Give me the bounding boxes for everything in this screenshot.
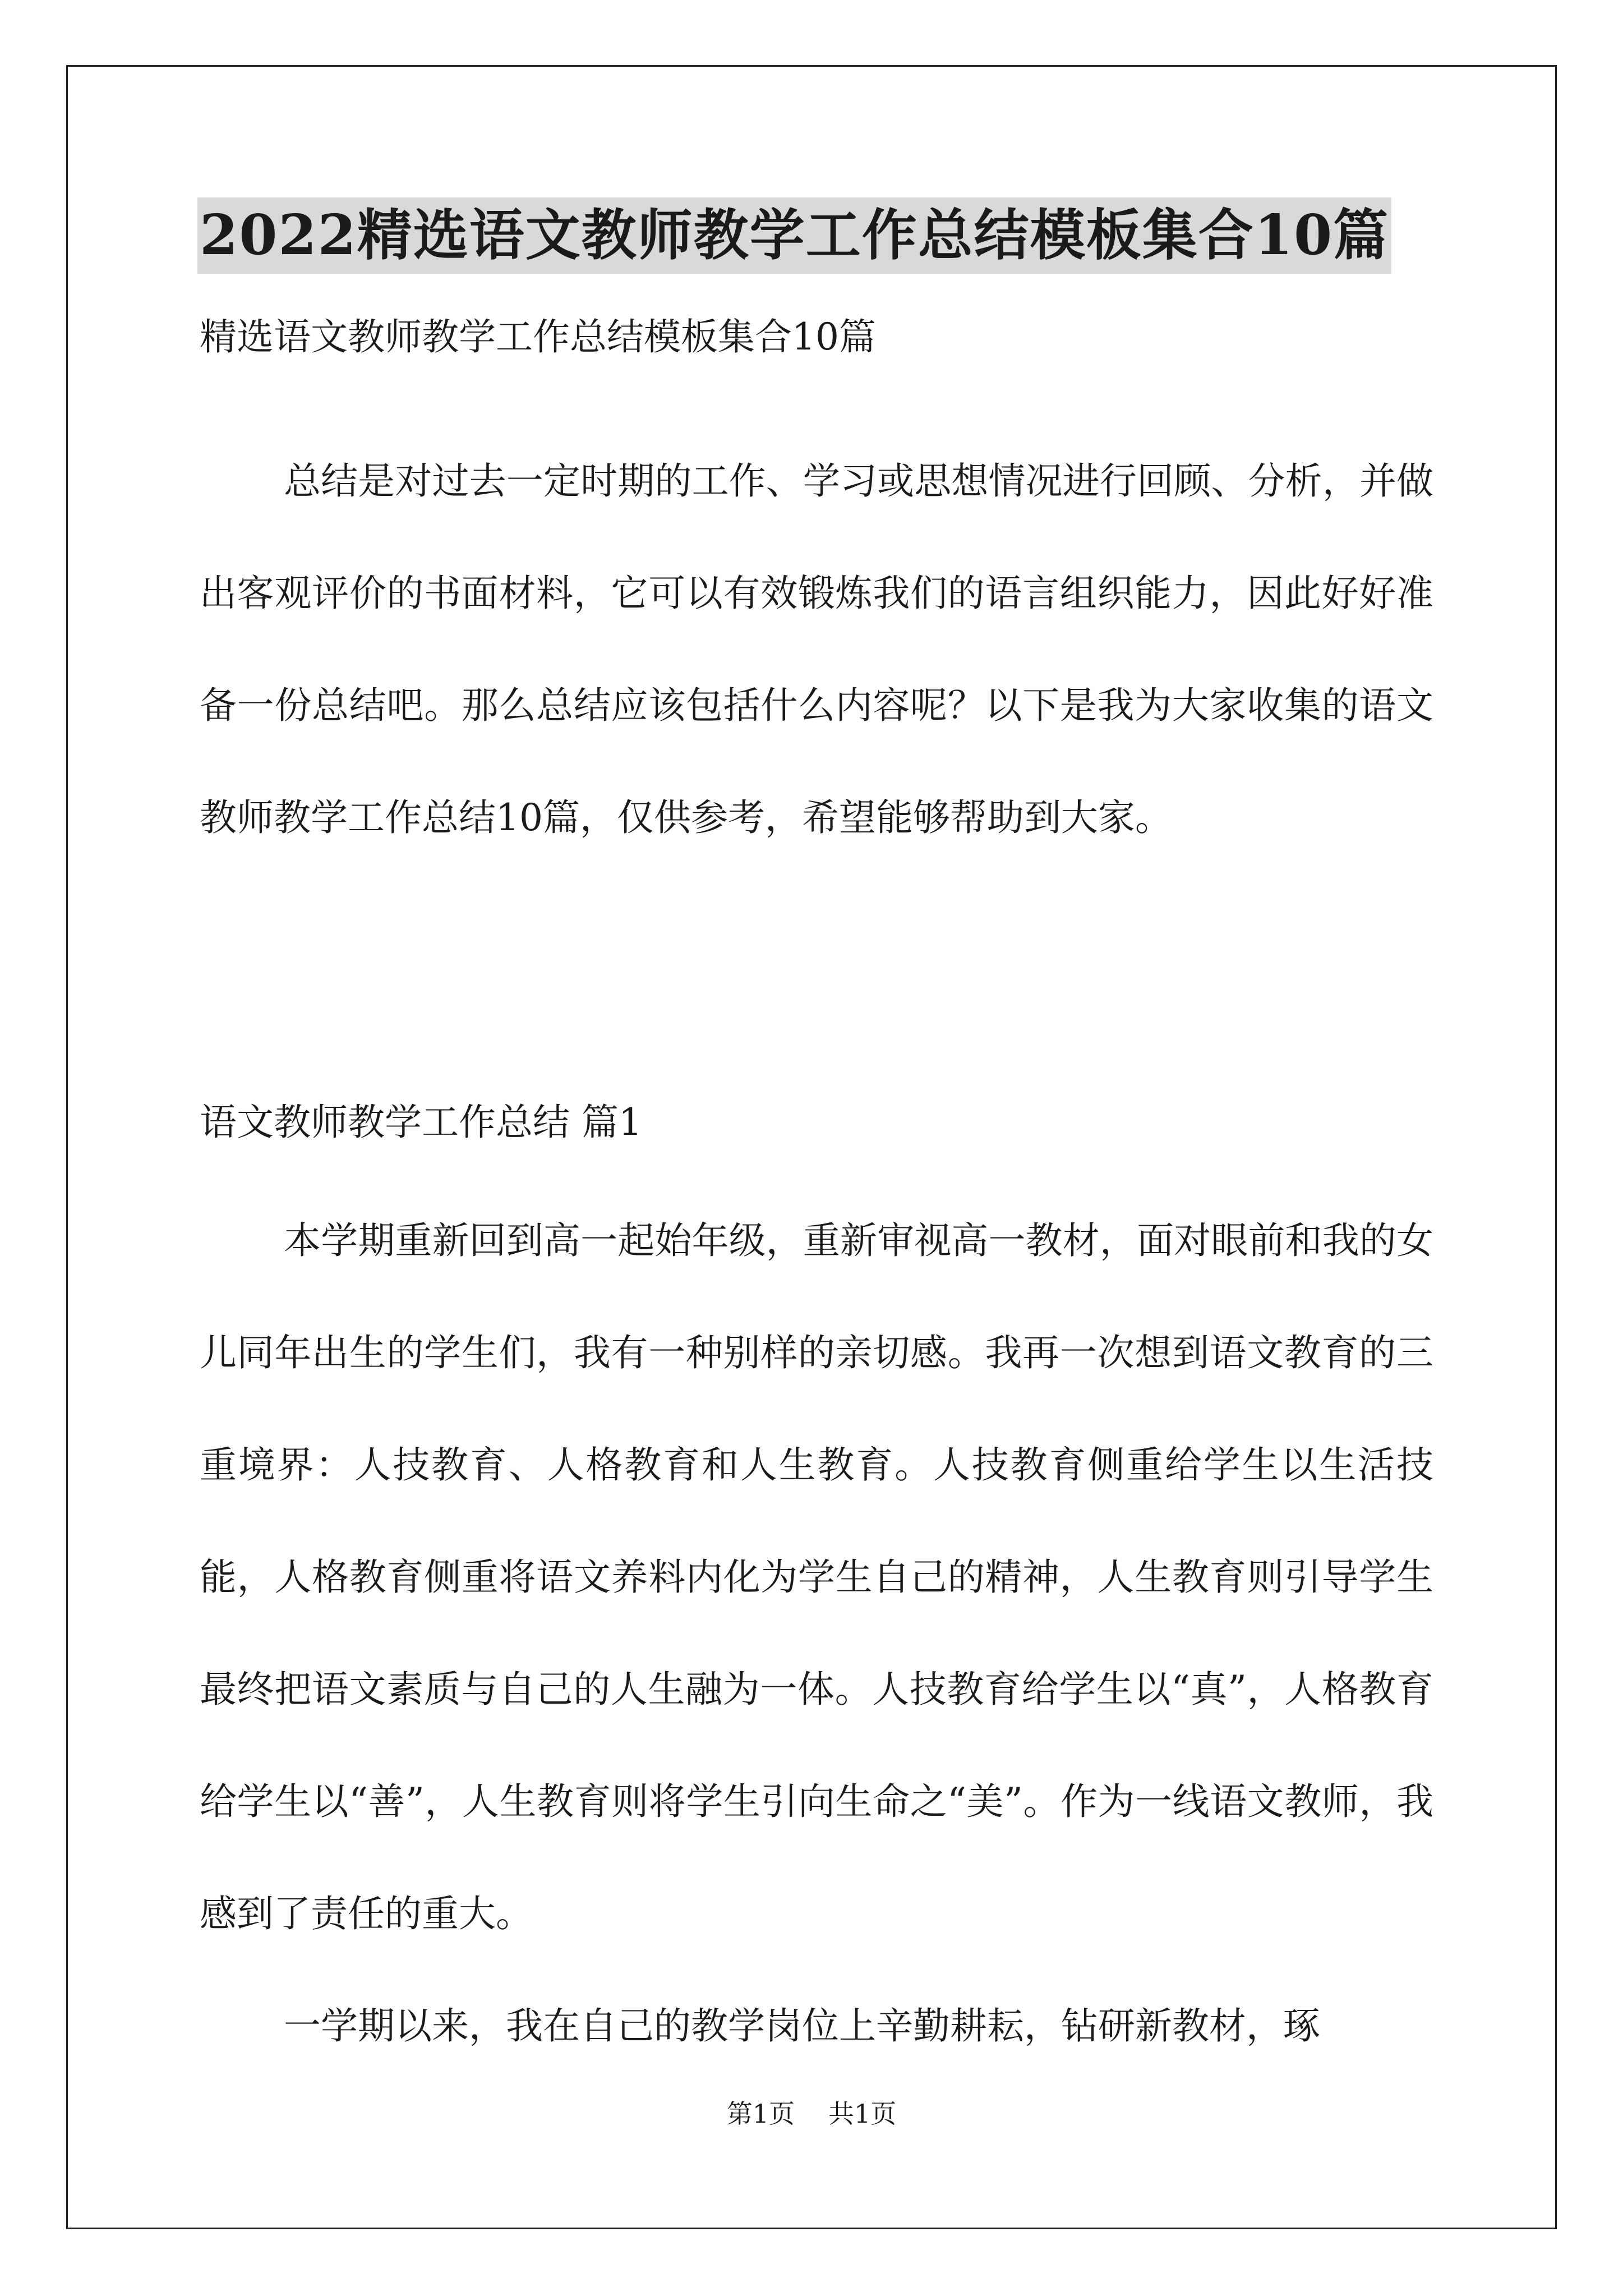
page-footer bbox=[0, 2097, 1623, 2131]
body-paragraph-2: 一学期以来，我在自己的教学岗位上辛勤耕耘，钻研新教材，琢 bbox=[284, 2004, 1320, 2047]
intro-paragraph: 总结是对过去一定时期的工作、学习或思想情况进行回顾、分析，并做出客观评价的书面材料，它可以有效锻炼我们的语言组织能力，因此好好准备一份总结吧。那么总结应该包括什么内容呢？以下是我为大家收集的语文教师教学工作总结10篇，仅供参考，希望能够帮助到大家。 bbox=[200, 459, 1433, 839]
page-total: 共1页 bbox=[828, 2099, 897, 2129]
document-subtitle: 精选语文教师教学工作总结模板集合10篇 bbox=[200, 315, 876, 358]
section-heading: 语文教师教学工作总结 篇1 bbox=[200, 1101, 642, 1144]
body-paragraph-1: 本学期重新回到高一起始年级，重新审视高一教材，面对眼前和我的女儿同年出生的学生们，我有一种别样的亲切感。我再一次想到语文教育的三重境界：人技教育、人格教育和人生教育。人技教育侧重给学生以生活技能，人格教育侧重将语文养料内化为学生自己的精神，人生教育则引导学生最终把语文素质与自己的人生融为一体。人技教育给学生以“真”，人格教育给学生以“善”，人生教育则将学生引向生命之“美”。作为一线语文教师，我感到了责任的重大。 bbox=[200, 1219, 1433, 1935]
title-block bbox=[197, 197, 1431, 274]
document-title: 2022精选语文教师教学工作总结模板集合10篇 bbox=[197, 197, 1391, 274]
page-number: 第1页 bbox=[726, 2099, 795, 2129]
